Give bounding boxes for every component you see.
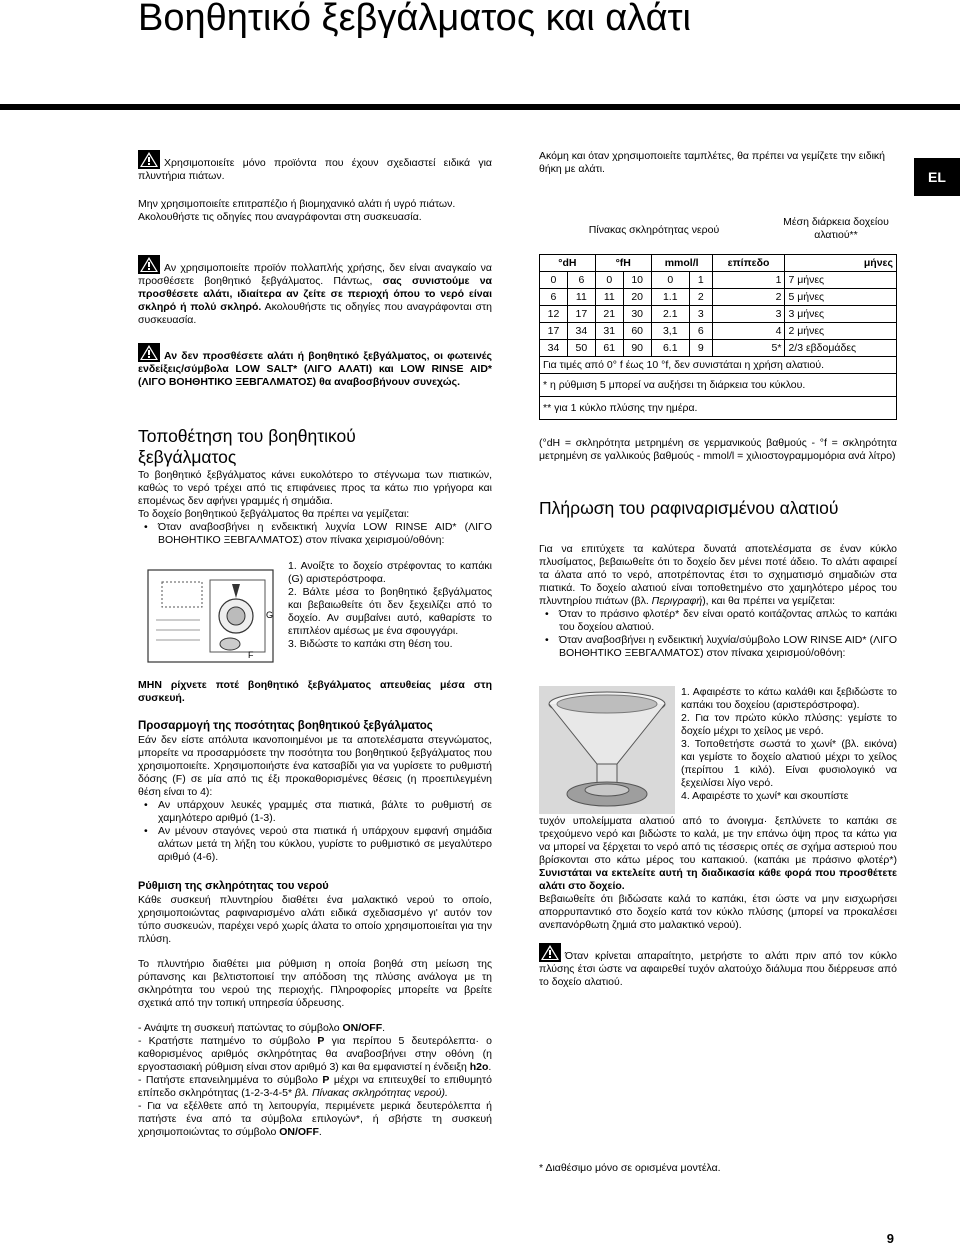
adjust-para: Εάν δεν είστε απόλυτα ικανοποιημένοι με τα αποτελέσματα στεγνώματος, μπορείτε να προσαρμόσετε την ποσότητα του βοηθητικού ξεβγάλματος που χρησιμοποιείτε. Χρησιμοποιήστε ένα κατσαβίδι για να γυρίσετε το ρυθμιστή δόσης (F) σε μία από τις έξι προκαθορισμένες θέσεις (η προεπιλεγμένη θέση είναι το 4): <box>138 734 492 798</box>
col-level: επίπεδο <box>712 255 785 272</box>
hardness-instructions <box>138 1022 492 1139</box>
table-cell: 2 μήνες <box>785 323 897 340</box>
adjust-bullet-2: • Αν μένουν σταγόνες νερού στα πιατικά ή υπάρχουν εμφανή σημάδια αλάτων μετά τη λήξη του κύκλου, γυρίστε το ρυθμιστικό σε μεγαλύτερο αριθμό (4-6). <box>158 825 492 864</box>
salt-heading: Πλήρωση του ραφιναρισμένου αλατιού <box>539 498 839 518</box>
salt-step-1: 1. Αφαιρέστε το κάτω καλάθι και ξεβιδώστε το καπάκι του δοχείου (αριστερόστροφα). <box>681 686 897 711</box>
table-cell: 34 <box>540 340 568 357</box>
salt-usage-note <box>138 198 492 224</box>
table-cell: 1.1 <box>651 289 689 306</box>
table-cell: 6 <box>567 272 595 289</box>
warning-products-text: Χρησιμοποιείτε μόνο προϊόντα που έχουν σχεδιαστεί ειδικά για πλυντήρια πιάτων. <box>138 157 492 182</box>
warning-multiuse <box>138 255 492 327</box>
table-cell: 0 <box>651 272 689 289</box>
table-row <box>540 306 897 323</box>
salt-section <box>539 543 897 660</box>
language-tab: EL <box>914 158 960 196</box>
table-cell: 11 <box>567 289 595 306</box>
table-row <box>540 289 897 306</box>
table-cell: 60 <box>623 323 651 340</box>
table-duration-title: Μέση διάρκεια δοχείου αλατιού** <box>783 216 889 241</box>
warning-icon <box>138 150 160 169</box>
table-title: Πίνακας σκληρότητας νερού <box>588 224 720 236</box>
rinse-aid-bullet: • Όταν αναβοσβήνει η ενδεικτική λυχνία LOW RINSE AID* (ΛΙΓΟ ΒΟΗΘΗΤΙΚΟ ΞΕΒΓΑΛΜΑΤΟΣ) στον πίνακα χειρισμού/οθόνη: <box>158 521 492 547</box>
table-cell: 5* <box>712 340 785 357</box>
label-g: G <box>266 610 274 620</box>
table-cell: 6 <box>689 323 712 340</box>
instruction-2: - Κρατήστε πατημένο το σύμβολο P για περίπου 5 δευτερόλεπτα· ο καθορισμένος αριθμός σκληρότητας θα αναβοσβήνει στην οθόνη (η εργοστασιακή ρύθμιση είναι στον αριθμό 3) και θα εμφανιστεί η ένδειξη h2o. <box>138 1035 493 1073</box>
rinse-aid-warning: ΜΗΝ ρίχνετε ποτέ βοηθητικό ξεβγάλματος απευθείας μέσα στη συσκευή. <box>138 679 492 704</box>
table-note-2: * η ρύθμιση 5 μπορεί να αυξήσει τη διάρκεια του κύκλου. <box>540 374 897 397</box>
salt-usage-line2: Ακολουθήστε τις οδηγίες που αναγράφονται στη συσκευασία. <box>138 211 422 223</box>
rinse-aid-para: Το βοηθητικό ξεβγάλματος κάνει ευκολότερο το στέγνωμα των πιατικών, καθώς το νερό τρέχει από τις επιφάνειες προς τα κάτω πιο γρήγορα και επομένως δεν αφήνει γραμμές ή σημάδια. <box>138 469 492 507</box>
salt-para-2-text: τυχόν υπολείμματα αλατιού από το άνοιγμα· ξεπλύνετε το καπάκι σε τρεχούμενο νερό και βιδώστε το καλά, με την επάνω όψη προς τα κάτω για να μπορεί να ξέρχεται το νερό από τις τέσσερις οπές σε σχήμα αστεριού που βρίσκονται στο κάτω μέρος του καπακιού. (καπάκι με πράσινο φλοτέρ*) <box>539 815 897 866</box>
salt-warning-text: Όταν κρίνεται απαραίτητο, μετρήστε το αλάτι πριν από τον κύκλο πλύσης έτσι ώστε να αφαιρεθεί τυχόν αλατούχο διάλυμα που διέρρευσε από το δοχείο αλατιού. <box>539 950 897 988</box>
table-cell: 50 <box>567 340 595 357</box>
instruction-3 <box>138 1074 492 1100</box>
table-row <box>540 272 897 289</box>
table-note-1: Για τιμές από 0° f έως 10 °f, δεν συνιστάται η χρήση αλατιού. <box>540 357 897 374</box>
col-mmol: mmol/l <box>651 255 712 272</box>
rinse-aid-heading: Τοποθέτηση του βοηθητικού ξεβγάλματος <box>138 426 356 467</box>
table-row <box>540 323 897 340</box>
table-note-3: ** για 1 κύκλο πλύσης την ημέρα. <box>540 397 897 420</box>
table-reference: βλ. Πίνακας σκληρότητας νερού). <box>295 1087 448 1099</box>
rinse-step-1: 1. Ανοίξτε το δοχείο στρέφοντας το καπάκι (G) αριστερόστροφα. <box>288 560 492 585</box>
warning-multiuse-text-c: Ακολουθήστε τις οδηγίες που αναγράφονται στη συσκευασία. <box>138 301 493 326</box>
p-symbol: P <box>317 1035 325 1047</box>
p-symbol: P <box>322 1074 330 1086</box>
table-cell: 20 <box>623 289 651 306</box>
instruction-2-text-cont: για περίπου 5 δευτερόλεπτα· ο καθορισμένος αριθμός σκληρότητας θα αναβοσβήνει στην οθόνη (η εργοστασιακή ρύθμιση είναι στον αριθμό 3) και θα εμφανιστεί η ένδειξη <box>138 1035 493 1073</box>
table-cell: 3 μήνες <box>785 306 897 323</box>
salt-para-3: Βεβαιωθείτε ότι βιδώσατε καλά το καπάκι, έτσι ώστε να μην εισχωρήσει απορρυπαντικό στο δοχείο κατά τον κύκλο πλύσης (μπορεί να προκαλέσει ανεπανόρθωτη ζημιά στο μαλακτικό νερού). <box>539 893 897 931</box>
page-number: 9 <box>886 1231 894 1246</box>
warning-multiuse-text-b: σας συνιστούμε να προσθέσετε αλάτι, ιδιαίτερα αν ζείτε σε περιοχή όπου το νερό είναι σκληρό ή πολύ σκληρό. <box>138 275 492 313</box>
table-cell: 4 <box>712 323 785 340</box>
table-cell: 6.1 <box>651 340 689 357</box>
instruction-4: - Για να εξέλθετε από τη λειτουργία, περιμένετε μερικά δευτερόλεπτα ή πατήστε ένα από τα σύμβολα επιλογών*, ή σβήστε τη συσκευή χρησιμοποιώντας το σύμβολο ON/OFF. <box>138 1100 492 1138</box>
table-cell: 90 <box>623 340 651 357</box>
table-cell: 7 μήνες <box>785 272 897 289</box>
table-cell: 11 <box>595 289 623 306</box>
table-cell: 61 <box>595 340 623 357</box>
rinse-aid-intro <box>138 469 492 547</box>
warning-icon <box>539 943 561 962</box>
table-cell: 2.1 <box>651 306 689 323</box>
salt-usage-line1: Μην χρησιμοποιείτε επιτραπέζιο ή βιομηχανικό αλάτι ή υγρό πιάτων. <box>138 198 456 210</box>
rinse-step-2: 2. Βάλτε μέσα το βοηθητικό ξεβγάλματος και βεβαιωθείτε ότι δεν ξεχειλίζει από το δοχείο. Αν συμβαίνει αυτό, καθαρίστε το επιπλέον αμέσως με ένα σφουγγάρι. <box>288 586 492 637</box>
instruction-1: - Ανάψτε τη συσκευή πατώντας το σύμβολο ON/OFF. <box>138 1022 386 1034</box>
table-cell: 2 <box>712 289 785 306</box>
warning-multiuse-text-a: Αν χρησιμοποιείτε προϊόν πολλαπλής χρήσης, δεν είναι αναγκαίο να προσθέσετε βοηθητικό ξεβγάλματος. Πάντως, <box>138 262 492 287</box>
table-cell: 9 <box>689 340 712 357</box>
hardness-table <box>539 254 897 420</box>
table-cell: 2/3 εβδομάδες <box>785 340 897 357</box>
tablets-note: Ακόμη και όταν χρησιμοποιείτε ταμπλέτες, θα πρέπει να γεμίζετε την ειδική θήκη με αλάτι. <box>539 150 886 175</box>
h2o-indicator: h2o <box>469 1061 489 1073</box>
col-fh: °fH <box>595 255 651 272</box>
table-cell: 6 <box>540 289 568 306</box>
salt-para-2-bold: Συνιστάται να εκτελείτε αυτή τη διαδικασία κάθε φορά που προσθέτετε αλάτι στο δοχείο. <box>539 867 897 892</box>
table-cell: 3 <box>712 306 785 323</box>
table-cell: 2 <box>689 289 712 306</box>
adjust-bullet-1: • Αν υπάρχουν λευκές γραμμές στα πιατικά, βάλτε το ρυθμιστή σε χαμηλότερο αριθμό (1-3). <box>158 799 492 825</box>
rinse-aid-fill-when: Το δοχείο βοηθητικού ξεβγάλματος θα πρέπει να γεμίζεται: <box>138 508 410 520</box>
title-rule <box>0 104 960 110</box>
salt-funnel-illustration <box>539 686 675 814</box>
table-cell: 5 μήνες <box>785 289 897 306</box>
table-note-row <box>540 397 897 420</box>
salt-bullet-1: • Όταν το πράσινο φλοτέρ* δεν είναι ορατό κοιτάζοντας απλώς το καπάκι του δοχείου αλατιού. <box>559 608 897 634</box>
instruction-2-text: - Κρατήστε πατημένο το σύμβολο <box>138 1035 318 1047</box>
table-cell: 0 <box>540 272 568 289</box>
footnote: * Διαθέσιμο μόνο σε ορισμένα μοντέλα. <box>539 1162 721 1174</box>
salt-warning <box>539 943 897 989</box>
rinse-step-3: 3. Βιδώστε το καπάκι στη θέση του. <box>288 638 453 650</box>
warning-icon <box>138 255 160 274</box>
table-cell: 1 <box>712 272 785 289</box>
instruction-4-text: - Για να εξέλθετε από τη λειτουργία, περιμένετε μερικά δευτερόλεπτα ή πατήστε ένα από τα σύμβολα επιλογών*, ή σβήστε τη συσκευή χρησιμοποιώντας το σύμβολο <box>138 1100 492 1138</box>
dh-definition: (°dH = σκληρότητα μετρημένη σε γερμανικούς βαθμούς - °f = σκληρότητα μετρημένη σε γαλλικούς βαθμούς - mmol/l = χιλιοστογραμμομόρια ανά λίτρο) <box>539 437 897 462</box>
table-cell: 1 <box>689 272 712 289</box>
page-title: Βοηθητικό ξεβγάλματος και αλάτι <box>138 0 692 39</box>
salt-step-4: 4. Αφαιρέστε το χωνί* και σκουπίστε <box>681 790 849 802</box>
on-off-symbol: ON/OFF <box>279 1126 319 1138</box>
table-cell: 31 <box>595 323 623 340</box>
description-reference: Περιγραφή <box>651 595 703 607</box>
salt-steps <box>681 686 897 803</box>
table-cell: 3 <box>689 306 712 323</box>
col-months: μήνες <box>785 255 897 272</box>
table-cell: 17 <box>567 306 595 323</box>
table-cell: 34 <box>567 323 595 340</box>
hardness-para-1: Κάθε συσκευή πλυντηρίου διαθέτει ένα μαλακτικό νερού το οποίο, χρησιμοποιώντας ραφιναρισμένο αλάτι ειδικά σχεδιασμένο γι' αυτόν τον τύπο συσκευών, παρέχει νερό χωρίς άλατα το οποίο χρησιμοποιείται για την πλύση. <box>138 894 492 945</box>
warning-products <box>138 150 492 183</box>
salt-bullet-2: • Όταν αναβοσβήνει η ενδεικτική λυχνία/σύμβολο LOW RINSE AID* (ΛΙΓΟ ΒΟΗΘΗΤΙΚΟ ΞΕΒΓΑΛΜΑΤΟΣ) στον πίνακα χειρισμού/οθόνη: <box>559 634 897 660</box>
table-cell: 17 <box>540 323 568 340</box>
table-note-row <box>540 374 897 397</box>
salt-para-text: Για να επιτύχετε τα καλύτερα δυνατά αποτελέσματα σε έναν κύκλο πλυσίματος, βεβαιωθείτε ότι το δοχείο δεν μένει ποτέ άδειο. Το αλάτι αφαιρεί τα άλατα από το νερό, αποτρέποντας έτσι το σχηματισμό σημαδιών στα πιατικά. Το δοχείο αλατιού είναι τοποθετημένο στο χαμηλότερο μέρος του πλυντηρίου πιάτων (βλ. <box>539 543 897 607</box>
on-off-symbol: ON/OFF <box>342 1022 383 1034</box>
salt-para <box>539 543 897 608</box>
col-dh: °dH <box>540 255 596 272</box>
instruction-3-text: - Πατήστε επανειλημμένα το σύμβολο <box>138 1074 323 1086</box>
salt-step-2: 2. Για τον πρώτο κύκλο πλύσης: γεμίστε το δοχείο μέχρι το χείλος με νερό. <box>681 712 897 737</box>
salt-step-3: 3. Τοποθετήστε σωστά το χωνί* (βλ. εικόνα) και γεμίστε το δοχείο αλατιού μέχρι το χείλος (περίπου 1 κιλό). Είναι φυσιολογικό να ξεχειλίσει λίγο νερό. <box>681 738 897 789</box>
table-cell: 10 <box>623 272 651 289</box>
adjust-heading: Προσαρμογή της ποσότητας βοηθητικού ξεβγάλματος <box>138 720 433 732</box>
rinse-aid-steps <box>288 560 492 651</box>
hardness-heading: Ρύθμιση της σκληρότητας του νερού <box>138 880 329 892</box>
table-row <box>540 340 897 357</box>
table-cell: 0 <box>595 272 623 289</box>
table-note-row <box>540 357 897 374</box>
salt-para-2 <box>539 815 897 893</box>
salt-closing <box>539 815 897 932</box>
label-f: F <box>248 650 254 660</box>
table-cell: 30 <box>623 306 651 323</box>
hardness-para-2: Το πλυντήριο διαθέτει μια ρύθμιση η οποία βοηθά στη μείωση της ρύπανσης και βελτιστοποιεί την απόδοση της πλύσης ανάλογα με τη σκληρότητα του νερού της περιοχής. Πληροφορίες μπορείτε να βρείτε σχετικά από την τοπική υπηρεσία ύδρευσης. <box>138 958 492 1009</box>
table-cell: 12 <box>540 306 568 323</box>
table-cell: 3,1 <box>651 323 689 340</box>
warning-icon <box>138 343 160 362</box>
instruction-3-text-cont: μέχρι να επιτευχθεί το επιθυμητό επίπεδο σκληρότητας (1-2-3-4-5* <box>138 1074 493 1099</box>
table-cell: 21 <box>595 306 623 323</box>
warning-low-salt-text: Αν δεν προσθέσετε αλάτι ή βοηθητικό ξεβγάλματος, οι φωτεινές ενδείξεις/σύμβολα LOW SALT* (ΛΙΓΟ ΑΛΑΤΙ) και LOW RINSE AID* (ΛΙΓΟ ΒΟΗΘΗΤΙΚΟ ΞΕΒΓΑΛΜΑΤΟΣ) θα αναβοσβήνουν συνεχώς. <box>138 350 492 388</box>
rinse-aid-dispenser-illustration <box>140 560 285 675</box>
adjust-section <box>138 734 492 864</box>
warning-low-salt <box>138 343 492 389</box>
instruction-1-text: - Ανάψτε τη συσκευή πατώντας το σύμβολο <box>138 1022 343 1034</box>
salt-para-text-end: ), και θα πρέπει να γεμίζεται: <box>702 595 836 607</box>
